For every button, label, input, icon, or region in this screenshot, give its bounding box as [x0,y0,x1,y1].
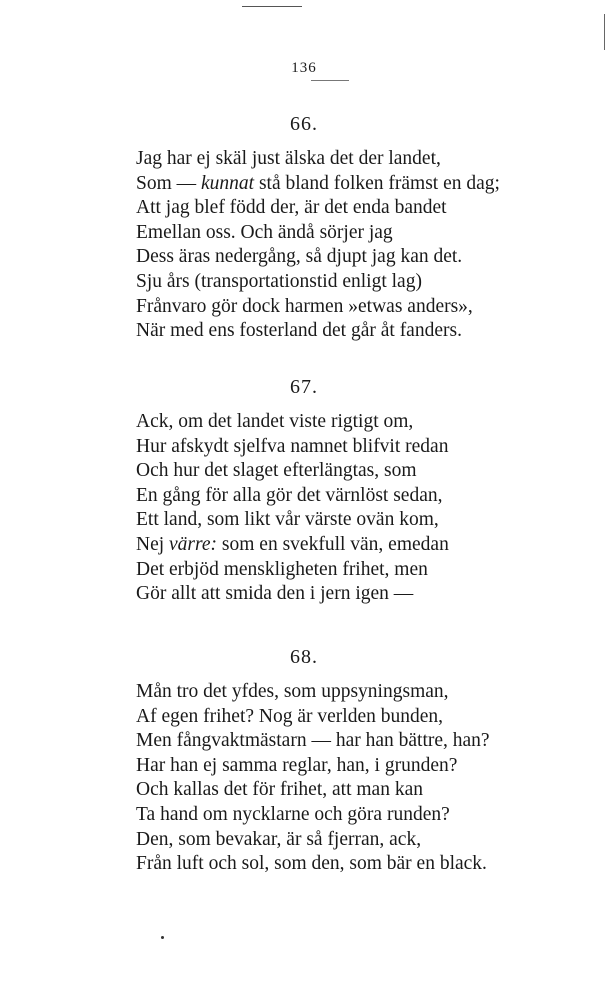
verse-line [136,172,556,197]
verse-text: Att jag blef född der, är det enda bandet [136,197,447,219]
verse-text: stå bland folken främst en dag; [254,172,500,194]
verse-text: Frånvaro gör dock harmen »etwas anders», [136,295,473,317]
verse-line [136,533,556,558]
stanza-number-66: 66. [290,113,318,135]
verse-line [136,319,556,344]
verse-text: Men fångvaktmästarn — har han bättre, han? [136,730,490,752]
verse-line [136,852,556,877]
verse-line [136,435,556,460]
italic-text: kunnat [201,172,255,194]
page-number-underline [311,80,349,81]
verse-text: Och hur det slaget efterlängtas, som [136,460,417,482]
verse-line [136,680,556,705]
verse-text: Och kallas det för frihet, att man kan [136,779,423,801]
verse-line [136,729,556,754]
verse-text: Har han ej samma reglar, han, i grunden? [136,754,458,776]
ink-speck [161,936,164,939]
verse-text: En gång för alla gör det värnlöst sedan, [136,484,443,506]
verse-line [136,558,556,583]
verse-line [136,221,556,246]
verse-text: Dess äras nedergång, så djupt jag kan det. [136,246,463,268]
verse-text: Det erbjöd menskligheten frihet, men [136,558,428,580]
verse-text: Hur afskydt sjelfva namnet blifvit redan [136,435,449,457]
verse-line [136,295,556,320]
verse-text: Från luft och sol, som den, som bär en black. [136,853,487,875]
verse-text: Emellan oss. Och ändå sörjer jag [136,221,393,243]
verse-text: Ack, om det landet viste rigtigt om, [136,411,414,432]
verse-line [136,196,556,221]
verse-line [136,754,556,779]
verse-text: Nej [136,533,170,555]
stanza-67 [136,410,556,607]
verse-line [136,803,556,828]
verse-text: Ett land, som likt vår värste ovän kom, [136,509,439,531]
verse-text: Mån tro det yfdes, som uppsyningsman, [136,681,449,702]
verse-text: Som — [136,172,202,194]
stanza-68 [136,680,556,877]
verse-text: När med ens fosterland det går åt fanders. [136,320,462,342]
page-number: 136 [291,60,317,76]
verse-text: Ta hand om nycklarne och göra runden? [136,803,450,825]
verse-line [136,245,556,270]
verse-line [136,778,556,803]
verse-text: Den, som bevakar, är så fjerran, ack, [136,828,422,850]
verse-line [136,410,556,435]
verse-text: Jag har ej skäl just älska det der landet, [136,148,441,169]
top-rule [242,6,302,7]
verse-text: Sju års (transportationstid enligt lag) [136,270,422,292]
page-edge-mark [604,14,605,50]
verse-line [136,270,556,295]
stanza-66 [136,147,556,344]
verse-line [136,705,556,730]
stanza-number-68: 68. [290,646,318,668]
verse-line [136,484,556,509]
verse-text: Af egen frihet? Nog är verlden bunden, [136,705,444,727]
verse-text: Gör allt att smida den i jern igen — [136,583,414,605]
verse-line [136,459,556,484]
verse-line [136,147,556,172]
stanza-number-67: 67. [290,376,318,398]
italic-text: värre: [169,533,218,555]
verse-line [136,828,556,853]
verse-line [136,508,556,533]
verse-text: som en svekfull vän, emedan [217,533,449,555]
verse-line [136,582,556,607]
